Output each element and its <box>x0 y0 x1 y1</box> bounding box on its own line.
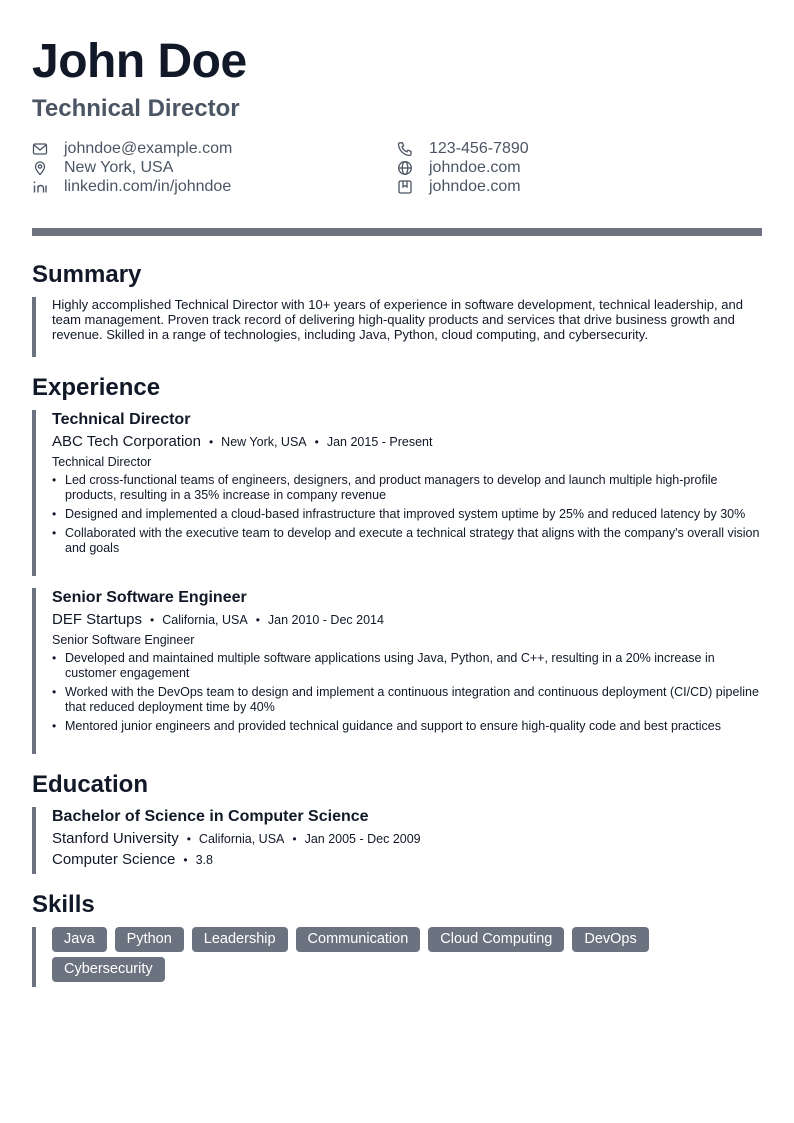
skill-tag: Java <box>52 927 107 952</box>
skill-tag: Communication <box>296 927 421 952</box>
skills-heading: Skills <box>32 891 95 918</box>
job-bullets <box>52 473 762 556</box>
edu-degree: Bachelor of Science in Computer Science <box>52 808 369 825</box>
skill-tag: Cloud Computing <box>428 927 564 952</box>
separator-dot: • <box>208 435 214 449</box>
website-text: johndoe.com <box>429 158 521 176</box>
skills-list <box>52 927 766 982</box>
job-role: Senior Software Engineer <box>52 589 247 606</box>
contact-email[interactable] <box>32 139 232 158</box>
mail-icon <box>32 141 48 157</box>
job-position: Technical Director <box>52 455 152 469</box>
contact-location <box>32 158 173 177</box>
bookmark-icon <box>397 179 413 195</box>
summary-text: Highly accomplished Technical Director with 10+ years of experience in software development, technical leadership, and team management. Proven track record of delivering high-quality products and services that drive business growth and revenue. Skilled in a range of technologies, including Java, Python, cloud computing, and cybersecurity. <box>52 297 743 342</box>
skills-block <box>32 927 762 987</box>
globe-icon <box>397 160 413 176</box>
experience-item <box>32 410 762 576</box>
candidate-name: John Doe <box>32 35 247 88</box>
skill-tag: Leadership <box>192 927 288 952</box>
separator-dot: • <box>150 613 155 627</box>
map-pin-icon <box>32 160 48 176</box>
job-location: California, USA <box>162 613 248 627</box>
separator-dot: • <box>292 832 297 846</box>
edu-school: Stanford University <box>52 830 179 847</box>
edu-field: Computer Science <box>52 851 176 868</box>
job-bullet: • Mentored junior engineers and provided technical guidance and support to ensure high-quality code and best practices <box>52 719 762 734</box>
separator-dot: • <box>186 832 191 846</box>
job-bullet: • Developed and maintained multiple software applications using Java, Python, and C++, resulting in a 20% increase in customer engagement <box>52 651 762 681</box>
summary-block <box>32 297 762 357</box>
job-company: DEF Startups <box>52 611 143 628</box>
linkedin-text: linkedin.com/in/johndoe <box>64 177 232 195</box>
job-location: New York, USA <box>221 435 307 449</box>
skill-tag: Cybersecurity <box>52 957 165 982</box>
summary-heading: Summary <box>32 261 142 288</box>
edu-gpa: 3.8 <box>195 853 213 867</box>
edu-meta <box>52 830 762 848</box>
portfolio-text: johndoe.com <box>429 177 521 195</box>
edu-location: California, USA <box>198 832 285 846</box>
job-dates: Jan 2010 - Dec 2014 <box>267 613 384 627</box>
job-meta <box>52 433 762 451</box>
edu-dates: Jan 2005 - Dec 2009 <box>304 832 421 846</box>
contact-linkedin[interactable] <box>32 177 231 196</box>
education-heading: Education <box>32 771 149 798</box>
job-bullet: • Led cross-functional teams of engineers, designers, and product managers to develop and launch multiple high-profile products, resulting in a 35% increase in company revenue <box>52 473 762 503</box>
separator-dot: • <box>314 435 319 449</box>
phone-icon <box>397 141 413 157</box>
education-item <box>32 807 762 874</box>
skill-tag: DevOps <box>572 927 648 952</box>
job-meta <box>52 611 762 629</box>
job-bullets <box>52 651 762 734</box>
job-dates: Jan 2015 - Present <box>326 435 433 449</box>
contact-website[interactable] <box>397 158 521 177</box>
job-position: Senior Software Engineer <box>52 633 195 647</box>
job-bullet: • Designed and implemented a cloud-based infrastructure that improved system uptime by 25% and reduced latency by 30% <box>52 507 762 522</box>
job-role: Technical Director <box>52 411 191 428</box>
job-bullet: • Collaborated with the executive team to develop and execute a technical strategy that aligns with the company's overall vision and goals <box>52 526 762 556</box>
experience-heading: Experience <box>32 374 161 401</box>
phone-text: 123-456-7890 <box>429 139 529 157</box>
linkedin-icon <box>32 179 48 195</box>
edu-details <box>52 851 762 869</box>
separator-dot: • <box>255 613 260 627</box>
contact-portfolio[interactable] <box>397 177 521 196</box>
experience-item <box>32 588 762 754</box>
separator-dot: • <box>183 853 188 867</box>
job-company: ABC Tech Corporation <box>52 433 201 450</box>
header-divider <box>32 228 762 236</box>
job-bullet: • Worked with the DevOps team to design and implement a continuous integration and continuous deployment (CI/CD) pipeline that reduced deployment time by 40% <box>52 685 762 715</box>
contact-info <box>32 138 762 200</box>
contact-phone[interactable] <box>397 139 529 158</box>
email-text: johndoe@example.com <box>64 139 233 157</box>
location-text: New York, USA <box>64 158 174 176</box>
candidate-title: Technical Director <box>32 95 240 122</box>
skill-tag: Python <box>115 927 184 952</box>
